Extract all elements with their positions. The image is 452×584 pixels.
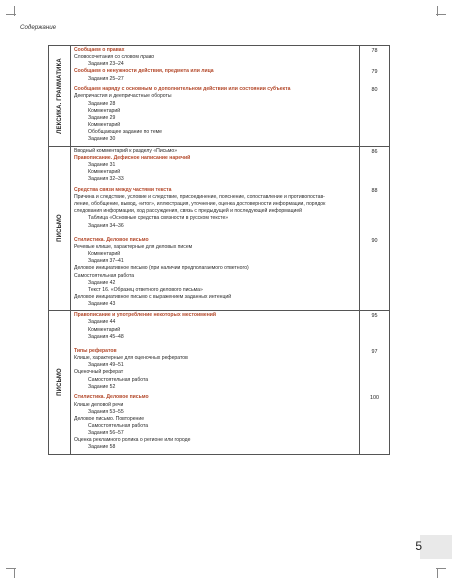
toc-entry [74,437,356,444]
entry-text: Задания 23–24 [88,61,124,68]
entry-text: Задание 43 [88,301,116,308]
entry-text: Задания 45–48 [88,333,124,340]
entry-text: Стилистика. Деловое письмо [74,236,149,243]
entry-text: Оценка рекламного ролика о регионе или городе [74,437,191,444]
contents-section [49,146,390,311]
toc-entry [74,327,356,334]
page-ref: 95 [371,313,378,320]
entry-text: Сообщаем наряду с основным о дополнительном действии или состоянии субъекта [74,86,291,93]
entry-text: Задание 28 [88,100,116,107]
entry-text: Самостоятельная работа [88,423,149,429]
topic-heading [74,394,356,401]
entry-text: Комментарий [88,122,121,129]
entry-text: Речевые клише, характерные для деловых писем [74,243,193,250]
entry-emphasis: право [140,54,155,61]
toc-entry [74,319,356,326]
entry-text: Причина и следствие, условие и следствие, присоединение, пояснение, сопоставление и противопостав- [74,193,325,200]
page-ref: 79 [371,69,378,76]
entry-text: Текст 16. «Образец ответного делового письма» [88,286,203,293]
section-entries [71,311,360,454]
toc-entry [74,122,356,129]
entry-text: Задание 42 [88,279,116,286]
section-entries [71,146,360,311]
topic-heading [74,348,356,355]
entry-text: Задание 30 [88,136,116,143]
toc-entry [74,287,356,294]
toc-entry [74,273,356,280]
section-label-cell [49,311,71,454]
topic-heading [74,187,356,194]
toc-entry [74,223,356,230]
topic-heading [74,155,356,162]
entry-text: Задания 56–57 [88,430,124,437]
toc-entry [74,384,356,391]
crop-mark [14,568,15,578]
entry-text: Деепричастия и деепричастные обороты [74,93,172,100]
entry-text: Таблица «Основные средства связности в русском тексте» [88,215,229,222]
toc-entry [74,162,356,169]
toc-entry [74,334,356,341]
page-column [360,146,390,311]
entry-text: Самостоятельная работа [88,376,149,383]
entry-text: Самостоятельная работа [74,272,135,279]
entry-text: Задание 31 [88,161,116,168]
toc-entry [74,148,356,155]
toc-entry [74,54,356,61]
toc-entry [74,409,356,416]
section-entries [71,46,360,147]
entry-text: Задание 44 [88,319,116,326]
entry-text: Словосочетания со словом [74,54,141,61]
topic-heading [74,237,356,244]
entry-text: Сообщаем о правах [74,47,125,53]
toc-entry [74,176,356,183]
toc-entry [74,101,356,108]
toc-entry [74,76,356,83]
toc-entry [74,244,356,251]
contents-section [49,46,390,147]
contents-table [48,45,390,455]
entry-text: Задания 49–51 [88,362,124,369]
page-ref: 88 [371,187,378,194]
section-label: ПИСЬМО [56,368,63,397]
entry-text: Задания 34–36 [88,222,124,229]
entry-text: Обобщающее задание по теме [88,129,163,136]
toc-entry [74,194,356,201]
entry-text: Деловое инициативное письмо (при наличии предполагаемого ответного) [74,265,249,272]
toc-entry [74,258,356,265]
page-ref: 100 [370,395,379,402]
entry-text: Задание 52 [88,383,116,390]
toc-entry [74,208,356,215]
crop-mark [14,6,15,16]
entry-text: следования информации, ход рассуждения, связь с предыдущей и последующей информацией [74,208,303,215]
toc-entry [74,115,356,122]
toc-entry [74,402,356,409]
toc-entry [74,108,356,115]
entry-text: Комментарий [88,107,121,114]
toc-entry [74,423,356,430]
crop-mark [437,6,438,16]
entry-text: Комментарий [88,251,121,258]
entry-text: Деловое инициативное письмо с выражением заданных интенций [74,294,232,300]
page-ref: 78 [371,48,378,54]
toc-entry [74,251,356,258]
contents-section [49,311,390,454]
entry-text: ление, обобщение, вывод, «итог», иллюстрация, уточнение, оценка достоверности информации, порядок [74,201,326,208]
toc-entry [74,169,356,176]
entry-text: Задания 53–55 [88,408,124,415]
page-column [360,311,390,454]
entry-text: Клише деловой речи [74,401,124,408]
toc-entry [74,93,356,100]
topic-heading [74,47,356,54]
page-ref: 97 [371,348,378,355]
running-head: Содержание [20,24,57,31]
toc-entry [74,129,356,136]
entry-text: Правописание. Дефисное написание наречий [74,154,191,161]
entry-text: Задания 37–41 [88,258,124,265]
entry-text: Вводный комментарий к разделу «Письмо» [74,147,178,154]
toc-entry [74,430,356,437]
toc-entry [74,369,356,376]
toc-entry [74,444,356,451]
entry-text: Задание 29 [88,114,116,121]
entry-text: Стилистика. Деловое письмо [74,394,149,401]
crop-mark [437,568,438,578]
entry-text: Средства связи между частями текста [74,186,172,193]
page-ref: 86 [371,148,378,155]
toc-entry [74,301,356,308]
toc-entry [74,136,356,143]
toc-entry [74,215,356,222]
page-number-tab [420,535,452,559]
entry-text: Оценочный реферат [74,369,124,376]
toc-entry [74,377,356,384]
section-label: ЛЕКСИКА. ГРАММАТИКА [56,57,63,134]
entry-text: Типы рефератов [74,347,117,354]
entry-text: Задания 25–27 [88,75,124,82]
page-number: 5 [415,539,422,553]
entry-text: Клише, характерные для оценочных рефератов [74,355,188,362]
entry-text: Правописание и употребление некоторых местоимений [74,312,217,319]
section-label: ПИСЬМО [56,214,63,243]
entry-text: Комментарий [88,326,121,333]
section-label-cell [49,146,71,311]
toc-entry [74,265,356,272]
entry-text: Деловое письмо. Повторение [74,415,145,422]
topic-heading [74,68,356,75]
toc-entry [74,294,356,301]
toc-entry [74,280,356,287]
topic-heading [74,86,356,93]
topic-heading [74,312,356,319]
toc-entry [74,355,356,362]
section-label-cell [49,46,71,147]
page-ref: 90 [371,237,378,244]
entry-text: Сообщаем о ненужности действия, предмета или лица [74,68,214,75]
toc-entry [74,416,356,423]
entry-text: Задание 58 [88,444,116,451]
entry-text: Задания 32–33 [88,176,124,183]
page-column [360,46,390,147]
page-ref: 80 [371,87,378,94]
entry-text: Комментарий [88,169,121,175]
